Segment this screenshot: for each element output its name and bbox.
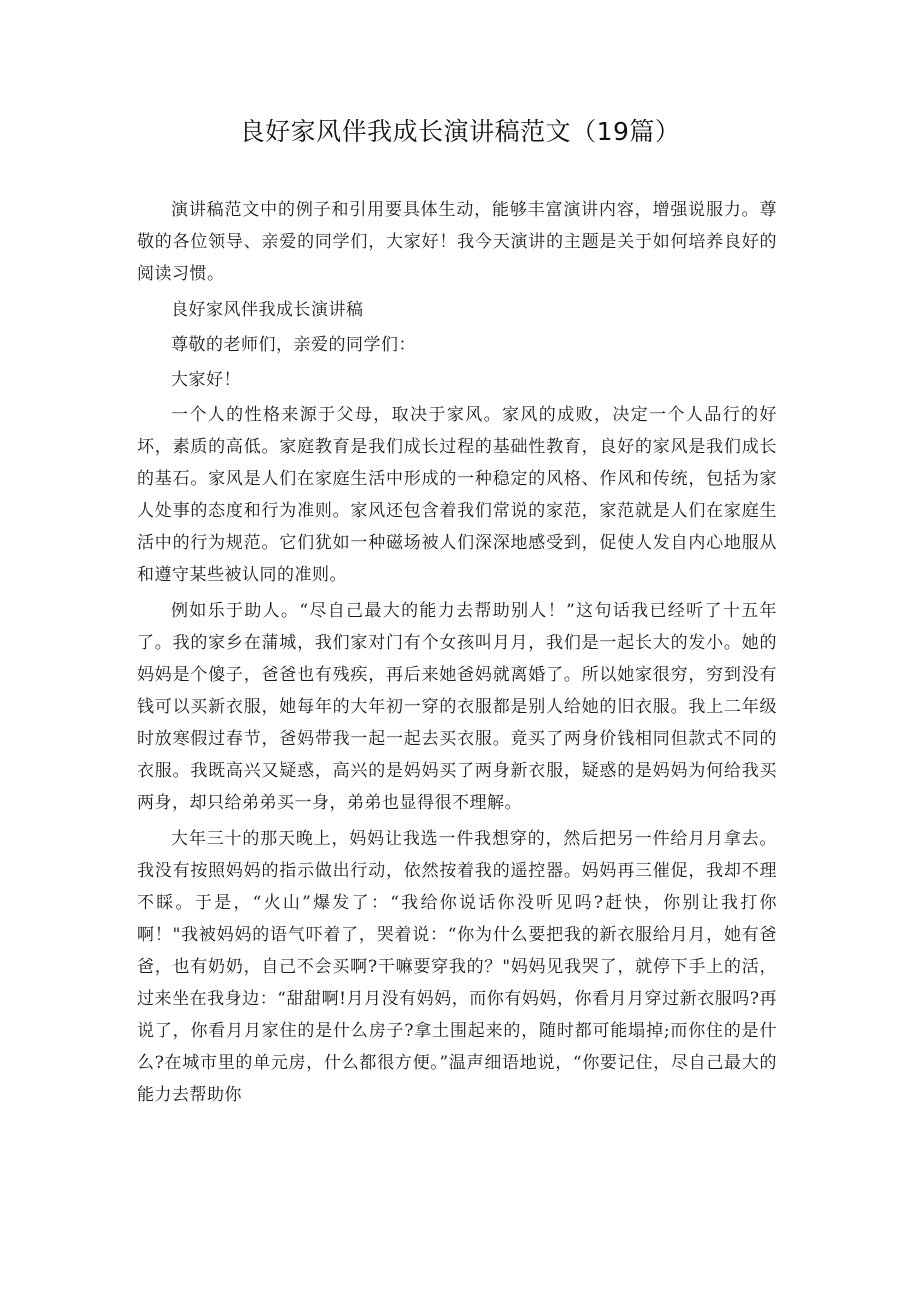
body-paragraph: 一个人的性格来源于父母，取决于家风。家风的成败，决定一个人品行的好坏，素质的高低。家庭教育是我们成长过程的基础性教育，良好的家风是我们成长的基石。家风是人们在家庭生活中形成的一种稳定的风格、作风和传统，包括为家人处事的态度和行为准则。家风还包含着我们常说的家范，家范就是人们在家庭生活中的行为规范。它们犹如一种磁场被人们深深地感受到，促使人发自内心地服从和遵守某些被认同的准则。 (137, 405, 777, 585)
body-paragraph: 例如乐于助人。“尽自己最大的能力去帮助别人！”这句话我已经听了十五年了。我的家乡在蒲城，我们家对门有个女孩叫月月，我们是一起长大的发小。她的妈妈是个傻子，爸爸也有残疾，再后来她爸妈就离婚了。所以她家很穷，穷到没有钱可以买新衣服，她每年的大年初一穿的衣服都是别人给她的旧衣服。我上二年级时放寒假过春节，爸妈带我一起一起去买衣服。竟买了两身价钱相同但款式不同的衣服。我既高兴又疑惑，高兴的是妈妈买了两身新衣服，疑惑的是妈妈为何给我买两身，却只给弟弟买一身，弟弟也显得很不理解。 (137, 601, 777, 813)
document-body (137, 194, 777, 1115)
document-title: 良好家风伴我成长演讲稿范文（19篇） (239, 117, 681, 146)
salutation: 尊敬的老师们，亲爱的同学们： (171, 335, 416, 355)
body-paragraph: 大年三十的那天晚上，妈妈让我选一件我想穿的，然后把另一件给月月拿去。我没有按照妈妈的指示做出行动，依然按着我的遥控器。妈妈再三催促，我却不理不睬。于是，“火山”爆发了：“我给你说话你没听见吗?赶快，你别让我打你啊！"我被妈妈的语气吓着了，哭着说：“你为什么要把我的新衣服给月月，她有爸爸，也有奶奶，自己不会买啊?干嘛要穿我的？"妈妈见我哭了，就停下手上的活，过来坐在我身边：“甜甜啊!月月没有妈妈，而你有妈妈，你看月月穿过新衣服吗?再说了，你看月月家住的是什么房子?拿土围起来的，随时都可能塌掉;而你住的是什么?在城市里的单元房，什么都很方便。”温声细语地说，“你要记住，尽自己最大的能力去帮助你 (137, 829, 777, 1105)
intro-paragraph: 演讲稿范文中的例子和引用要具体生动，能够丰富演讲内容，增强说服力。尊敬的各位领导、亲爱的同学们，大家好！我今天演讲的主题是关于如何培养良好的阅读习惯。 (137, 200, 777, 284)
speech-heading: 良好家风伴我成长演讲稿 (171, 300, 364, 320)
greeting: 大家好！ (171, 370, 241, 390)
